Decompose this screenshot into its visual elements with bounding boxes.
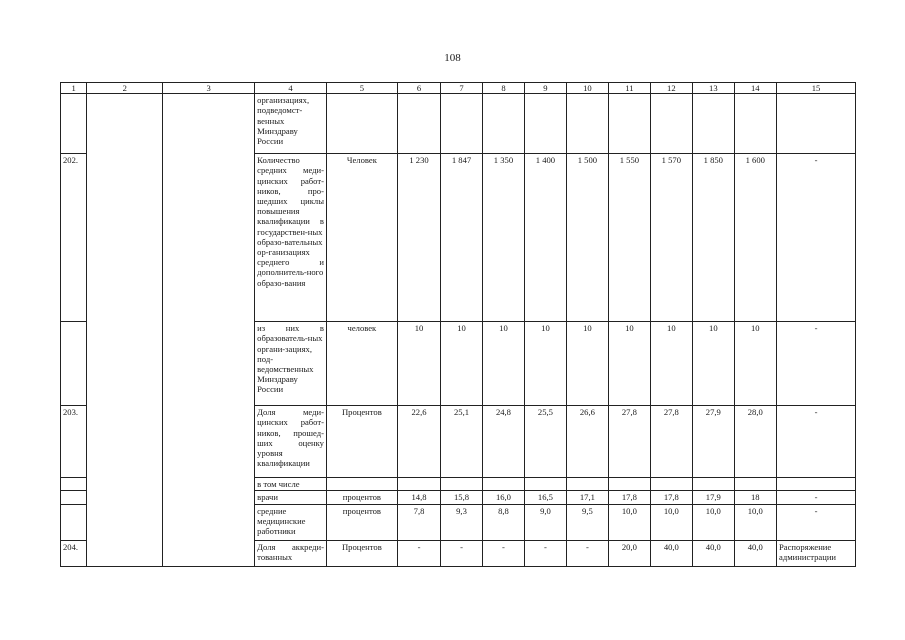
note-cell	[777, 94, 856, 154]
value-cell: 1 500	[566, 154, 608, 322]
value-cell	[734, 478, 776, 491]
value-cell: 10	[693, 322, 734, 406]
value-cell: 1 850	[693, 154, 734, 322]
value-cell: 24,8	[482, 406, 524, 478]
indicator-name: в том числе	[255, 478, 327, 491]
value-cell: 10,0	[609, 504, 650, 540]
note-cell: Распоряжение администрации	[777, 540, 856, 566]
indicator-name: Доля меди-цинских работ-ников, прошед-ших оценку уровня квалификации	[255, 406, 327, 478]
indicator-name: Доля аккреди-тованных	[255, 540, 327, 566]
value-cell	[609, 478, 650, 491]
value-cell: 14,8	[397, 491, 440, 504]
value-cell: 40,0	[650, 540, 692, 566]
value-cell: 10,0	[693, 504, 734, 540]
row-number	[61, 322, 87, 406]
value-cell: 10	[609, 322, 650, 406]
value-cell: 28,0	[734, 406, 776, 478]
value-cell: 40,0	[734, 540, 776, 566]
value-cell	[650, 94, 692, 154]
unit-cell	[326, 94, 397, 154]
value-cell: 10	[525, 322, 566, 406]
value-cell	[441, 478, 482, 491]
value-cell: 10,0	[734, 504, 776, 540]
value-cell: -	[525, 540, 566, 566]
value-cell	[482, 94, 524, 154]
value-cell: 10	[650, 322, 692, 406]
value-cell: 1 350	[482, 154, 524, 322]
unit-cell: Человек	[326, 154, 397, 322]
value-cell: 1 230	[397, 154, 440, 322]
value-cell	[693, 94, 734, 154]
note-cell: -	[777, 406, 856, 478]
value-cell: 10	[734, 322, 776, 406]
col-header: 14	[734, 83, 776, 94]
row-number: 203.	[61, 406, 87, 478]
value-cell: 40,0	[693, 540, 734, 566]
row-number	[61, 478, 87, 491]
value-cell: 27,8	[609, 406, 650, 478]
value-cell: 8,8	[482, 504, 524, 540]
value-cell: 26,6	[566, 406, 608, 478]
value-cell	[525, 94, 566, 154]
value-cell: 10	[441, 322, 482, 406]
indicator-name: Количество средних меди-цинских работ-ников, про-шедших циклы повышения квалификации в государствен-ных образо-вательных ор-ганизациях среднего и дополнитель-ного образо-вания	[255, 154, 327, 322]
value-cell: -	[441, 540, 482, 566]
value-cell: 1 570	[650, 154, 692, 322]
col-header: 5	[326, 83, 397, 94]
col-header: 4	[255, 83, 327, 94]
unit-cell	[326, 478, 397, 491]
value-cell: 27,9	[693, 406, 734, 478]
value-cell: 17,8	[609, 491, 650, 504]
col2-cell	[87, 94, 163, 566]
value-cell	[397, 94, 440, 154]
value-cell	[650, 478, 692, 491]
value-cell	[397, 478, 440, 491]
value-cell: -	[566, 540, 608, 566]
col-header: 10	[566, 83, 608, 94]
value-cell: 10,0	[650, 504, 692, 540]
row-number: 202.	[61, 154, 87, 322]
indicator-name: средние медицинские работники	[255, 504, 327, 540]
unit-cell: процентов	[326, 504, 397, 540]
value-cell	[734, 94, 776, 154]
value-cell: 17,1	[566, 491, 608, 504]
value-cell: 22,6	[397, 406, 440, 478]
value-cell: 25,5	[525, 406, 566, 478]
col-header: 15	[777, 83, 856, 94]
col3-cell	[163, 94, 255, 566]
value-cell: 1 847	[441, 154, 482, 322]
col-header: 3	[163, 83, 255, 94]
value-cell: 15,8	[441, 491, 482, 504]
col-header: 1	[61, 83, 87, 94]
note-cell: -	[777, 491, 856, 504]
note-cell: -	[777, 322, 856, 406]
value-cell: -	[482, 540, 524, 566]
value-cell	[525, 478, 566, 491]
value-cell: 25,1	[441, 406, 482, 478]
value-cell: 16,5	[525, 491, 566, 504]
value-cell	[693, 478, 734, 491]
col-header: 6	[397, 83, 440, 94]
note-cell	[777, 478, 856, 491]
value-cell	[441, 94, 482, 154]
unit-cell: Процентов	[326, 540, 397, 566]
value-cell: 27,8	[650, 406, 692, 478]
row-number: 204.	[61, 540, 87, 566]
value-cell: 18	[734, 491, 776, 504]
value-cell: 9,3	[441, 504, 482, 540]
value-cell: 10	[566, 322, 608, 406]
value-cell	[482, 478, 524, 491]
value-cell: 16,0	[482, 491, 524, 504]
row-number	[61, 491, 87, 504]
unit-cell: человек	[326, 322, 397, 406]
value-cell: 10	[482, 322, 524, 406]
row-number	[61, 94, 87, 154]
value-cell: 9,0	[525, 504, 566, 540]
note-cell: -	[777, 154, 856, 322]
indicator-table	[60, 82, 856, 567]
col-header: 2	[87, 83, 163, 94]
value-cell: 1 400	[525, 154, 566, 322]
value-cell	[566, 94, 608, 154]
value-cell	[609, 94, 650, 154]
value-cell: -	[397, 540, 440, 566]
col-header: 9	[525, 83, 566, 94]
unit-cell: процентов	[326, 491, 397, 504]
col-header: 11	[609, 83, 650, 94]
row-number	[61, 504, 87, 540]
value-cell	[566, 478, 608, 491]
indicator-name: из них в образователь-ных органи-зациях, под-ведомственных Минздраву России	[255, 322, 327, 406]
value-cell: 17,9	[693, 491, 734, 504]
value-cell: 7,8	[397, 504, 440, 540]
value-cell: 1 600	[734, 154, 776, 322]
unit-cell: Процентов	[326, 406, 397, 478]
indicator-name: организациях, подведомст-венных Минздраву России	[255, 94, 327, 154]
col-header: 13	[693, 83, 734, 94]
value-cell: 1 550	[609, 154, 650, 322]
page-number: 108	[444, 52, 461, 64]
value-cell: 9,5	[566, 504, 608, 540]
value-cell: 20,0	[609, 540, 650, 566]
value-cell: 10	[397, 322, 440, 406]
note-cell: -	[777, 504, 856, 540]
value-cell: 17,8	[650, 491, 692, 504]
col-header: 7	[441, 83, 482, 94]
table-row	[61, 94, 856, 154]
indicator-name: врачи	[255, 491, 327, 504]
col-header: 12	[650, 83, 692, 94]
col-header: 8	[482, 83, 524, 94]
header-row	[61, 83, 856, 94]
